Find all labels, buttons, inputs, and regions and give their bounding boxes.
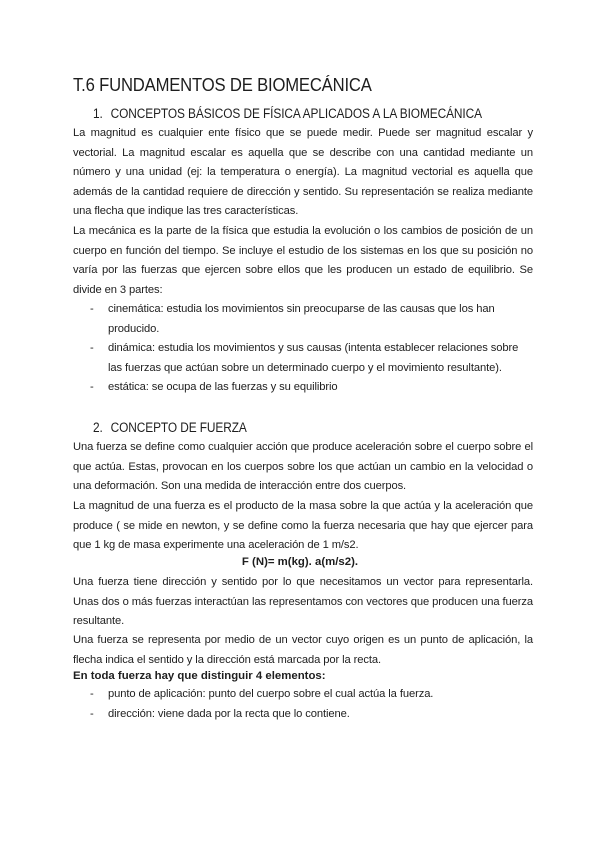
list-item: - estática: se ocupa de las fuerzas y su equilibrio	[90, 381, 338, 394]
page-title: T.6 FUNDAMENTOS DE BIOMECÁNICA	[73, 74, 372, 95]
force-elements-subheading: En toda fuerza hay que distinguir 4 elementos:	[73, 670, 326, 682]
section-1-paragraph-2: La mecánica es la parte de la física que estudia la evolución o los cambios de posición de un cuerpo en función del tiempo. Se incluye el estudio de los sistemas en los que su posición no varía por las fuerzas que ejercen sobre ellos que les producen un estado de equilibrio. Se divide en 3 partes:	[73, 225, 533, 296]
section-2-title: CONCEPTO DE FUERZA	[110, 420, 247, 435]
section-2-paragraph-3: Una fuerza tiene dirección y sentido por lo que necesitamos un vector para representarla. Unas dos o más fuerzas interactúan las representamos con vectores que producen una fuerza resultante.	[73, 576, 533, 628]
section-2-number: 2.	[93, 420, 103, 435]
list-item: - cinemática: estudia los movimientos sin preocuparse de las causas que los han producido.	[90, 303, 495, 335]
section-1-title: CONCEPTOS BÁSICOS DE FÍSICA APLICADOS A LA BIOMECÁNICA	[110, 106, 482, 121]
list-item: - dinámica: estudia los movimientos y sus causas (intenta establecer relaciones sobre las fuerzas que actúan sobre un determinado cuerpo y el movimiento resultante).	[90, 342, 519, 374]
section-1-heading	[93, 106, 482, 121]
section-2-paragraph-1: Una fuerza se define como cualquier acción que produce aceleración sobre el cuerpo sobre el que actúa. Estas, provocan en los cuerpos sobre los que actúan un cambio en la velocidad o una deformación. Son una medida de interacción entre dos cuerpos.	[73, 441, 533, 493]
section-2-paragraph-2: La magnitud de una fuerza es el producto de la masa sobre la que actúa y la aceleración que produce ( se mide en newton, y se define como la fuerza necesaria que hay que ejercer para que 1 kg de masa experimente una aceleración de 1 m/s2.	[73, 500, 533, 552]
list-item: - dirección: viene dada por la recta que lo contiene.	[90, 707, 350, 720]
section-2-heading	[93, 420, 247, 435]
force-elements-list	[90, 685, 530, 724]
section-2-paragraph-4: Una fuerza se representa por medio de un vector cuyo origen es un punto de aplicación, la flecha indica el sentido y la dirección está marcada por la recta.	[73, 634, 533, 666]
mechanics-parts-list	[90, 300, 530, 398]
force-formula: F (N)= m(kg). a(m/s2).	[241, 556, 359, 568]
list-item: - punto de aplicación: punto del cuerpo sobre el cual actúa la fuerza.	[90, 688, 434, 700]
section-1-paragraph-1: La magnitud es cualquier ente físico que se puede medir. Puede ser magnitud escalar y vectorial. La magnitud escalar es aquella que se describe con una cantidad mediante un número y una unidad (ej: la temperatura o energía). La magnitud vectorial es aquella que además de la cantidad requiere de dirección y sentido. Su representación se realiza mediante una flecha que indique las tres características.	[73, 127, 533, 218]
section-1-number: 1.	[93, 106, 103, 121]
